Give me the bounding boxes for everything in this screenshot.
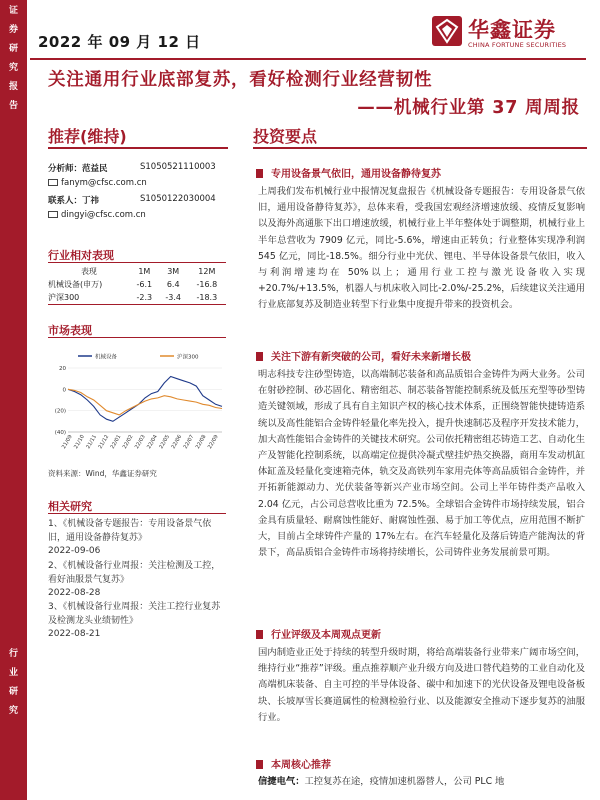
sidebar-top-text: 证 券 研 究 报 告 bbox=[8, 6, 18, 111]
report-title-line2: ——机械行业第 37 周周报 bbox=[357, 98, 580, 118]
y-tick-label: 20 bbox=[59, 366, 66, 372]
performance-underline bbox=[48, 262, 226, 263]
x-tick-label: 22/09 bbox=[207, 434, 220, 450]
bullet-square-icon bbox=[256, 352, 263, 361]
legend-label: 沪深300 bbox=[177, 354, 199, 361]
email-icon bbox=[48, 179, 58, 186]
rating-heading: 推荐(维持) bbox=[48, 127, 127, 146]
x-tick-label: 21/10 bbox=[73, 434, 86, 450]
performance-table bbox=[48, 265, 226, 305]
rating-underline bbox=[48, 147, 228, 149]
related-underline bbox=[48, 513, 226, 514]
series-line bbox=[68, 389, 222, 415]
table-row: 沪深300 -2.3 -3.4 -18.3 bbox=[48, 291, 226, 305]
related-item: 2、《机械设备行业周报：关注检测及工控，看好油服景气复苏》 2022-08-28 bbox=[48, 561, 221, 598]
y-tick-label: 0 bbox=[62, 387, 66, 394]
bullet-square-icon bbox=[256, 630, 263, 639]
sidebar-bottom-text: 行 业 研 究 bbox=[8, 649, 18, 716]
section-body: 国内制造业正处于持续的转型升级时期，将给高端装备行业带来广阔市场空间，维持行业“推荐”评级。重点推荐顺产业升级方向及进口替代趋势的工业自动化及高端机床装备、自主可控的半导体设备、碳中和加速下的光伏设备及锂电设备板块、长坡厚雪长赛道属性的检测检验行业、以及能源安全推动下逐步复苏的油服行业。 bbox=[258, 647, 585, 723]
logo-mark-icon bbox=[432, 16, 462, 46]
analyst-1-email: fanym@cfsc.com.cn bbox=[48, 178, 147, 188]
points-underline bbox=[253, 147, 587, 149]
x-tick-label: 22/02 bbox=[121, 434, 135, 450]
analyst-2-email: dingyi@cfsc.com.cn bbox=[48, 210, 146, 220]
left-sidebar-band bbox=[0, 0, 27, 800]
bullet-square-icon bbox=[256, 169, 263, 178]
market-performance-chart bbox=[48, 348, 226, 466]
x-tick-label: 21/12 bbox=[97, 434, 111, 450]
section-heading: 关注下游有新突破的公司，看好未来新增长极 bbox=[256, 348, 471, 363]
section-heading: 行业评级及本周观点更新 bbox=[256, 626, 381, 641]
points-heading: 投资要点 bbox=[253, 127, 318, 146]
x-tick-label: 22/01 bbox=[109, 434, 123, 450]
x-tick-label: 22/07 bbox=[182, 434, 196, 450]
logo-text-en: CHINA FORTUNE SECURITIES bbox=[468, 41, 567, 49]
bullet-square-icon bbox=[256, 760, 263, 769]
x-tick-label: 22/08 bbox=[194, 434, 208, 450]
section-body: 信捷电气：工控复苏在途，疫情加速机器替人，公司 PLC 地 bbox=[258, 776, 505, 787]
analyst-1: 分析师：范益民 S1050521110003 bbox=[48, 162, 216, 174]
y-tick-label: (20) bbox=[54, 408, 66, 415]
email-icon bbox=[48, 211, 58, 218]
related-heading: 相关研究 bbox=[48, 500, 92, 513]
x-tick-label: 22/03 bbox=[134, 434, 147, 450]
market-heading: 市场表现 bbox=[48, 324, 92, 337]
related-item: 3、《机械设备行业周报：关注工控行业复苏及检测龙头业绩韧性》 2022-08-21 bbox=[48, 602, 221, 639]
report-title-line1: 关注通用行业底部复苏，看好检测行业经营韧性 bbox=[48, 70, 433, 90]
y-tick-label: (40) bbox=[54, 430, 66, 436]
performance-heading: 行业相对表现 bbox=[48, 249, 114, 262]
x-tick-label: 22/04 bbox=[146, 434, 159, 450]
legend-label: 机械设备 bbox=[95, 354, 118, 361]
report-date: 2022 年 09 月 12 日 bbox=[38, 33, 201, 51]
section-body: 明志科技专注砂型铸造，以高端制芯装备和高品质铝合金铸件为两大业务。公司在射砂控制、砂芯固化、精密组芯、制芯装备智能控制系统及低压充型等砂型铸造关键领域，形成了具有自主知识产权的核心技术体系，正围绕智能快捷铸造系统以及高性能铝合金铸件轻量化率先投入，提升快速制芯及程序开发技术能力，加大高性能铝合金铸件的关键技术研究。公司依托精密组芯铸造工艺、自动化生产及智能化控制系统，以高端定位提供冷凝式壁挂炉热交换器，商用车发动机缸体缸盖及轻量化变速箱壳体，轨交及高铁列车家用壳体等高品质铝合金铸件，并开拓新能源动力、光伏装备等新兴产业市场空间。公司上半年铸件类产品收入 2.04 亿元，占公司总营收比重为 72.5%。全球铝合金铸件市场持续发展，铝合金具有质量轻、耐腐蚀性能好、耐腐蚀性强、易于加工等优点，应用范围不断扩大，目前占全球铸件产量的 17%左右。在汽车轻量化及落后铸造产能淘汰的背景下，高品质铝合金铸件市场将持续增长，公司铸件业务发展前景可期。 bbox=[258, 369, 585, 559]
x-tick-label: 22/05 bbox=[158, 434, 172, 450]
table-row: 机械设备(申万) -6.1 6.4 -16.8 bbox=[48, 280, 218, 289]
analyst-2: 联系人：丁祎 S1050122030004 bbox=[48, 194, 216, 206]
section-heading: 专用设备景气依旧，通用设备静待复苏 bbox=[256, 165, 441, 180]
table-header-row: 表现 1M 3M 12M bbox=[80, 267, 216, 276]
section-heading: 本周核心推荐 bbox=[256, 756, 331, 771]
x-tick-label: 22/06 bbox=[170, 434, 184, 450]
related-item: 1、《机械设备专题报告：专用设备景气依旧，通用设备静待复苏》 2022-09-06 bbox=[48, 519, 212, 556]
logo-text-cn: 华鑫证券 bbox=[468, 18, 556, 42]
chart-source: 资料来源：Wind，华鑫证券研究 bbox=[48, 469, 157, 478]
x-tick-label: 21/09 bbox=[61, 434, 74, 450]
market-underline bbox=[48, 337, 226, 338]
header-divider bbox=[30, 58, 586, 60]
section-body: 上周我们发布机械行业中报情况复盘报告《机械设备专题报告：专用设备景气依旧，通用设备静待复苏》，总体来看，受我国宏观经济增速放缓、疫情反复影响以及海外高通胀下出口增速放缓，机械行业上半年整体处于调整期，机械行业上半年总营收为 7909 亿元，同比-5.6%，增速由正转负；行业整体实现净利润 545 亿元，同比-18.5%。细分行业中光伏、锂电、半导体设备景气依旧，收入与利润增速均在 50%以上；通用行业工控与激光设备收入实现+20.7%/+13.5%，机器人与机床收入同比-2.0%/-25.2%，后续建议关注通用行业底部复苏及制造业转型下行业集中度提升带来的投资机会。 bbox=[258, 186, 585, 311]
company-logo bbox=[432, 14, 582, 54]
x-tick-label: 21/11 bbox=[85, 434, 99, 450]
